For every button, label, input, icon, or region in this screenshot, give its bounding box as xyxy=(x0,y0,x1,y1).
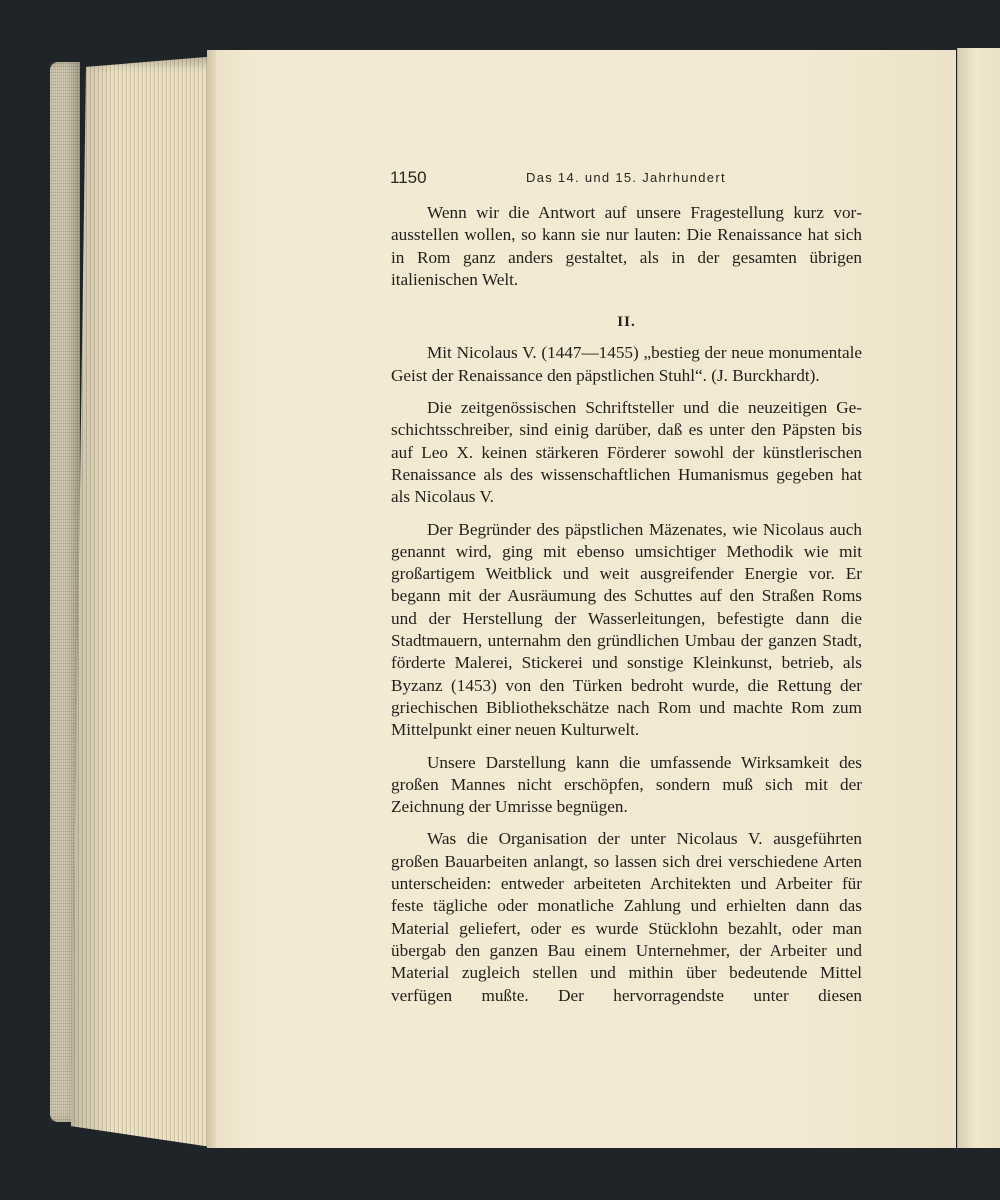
page-stack-edges xyxy=(68,56,218,1148)
paragraph: Mit Nicolaus V. (1447—1455) „bestieg der neue monumentale Geist der Renaissance den päpstlichen Stuhl“. (J. Burckhardt). xyxy=(391,343,862,385)
paragraph: Der Begründer des päpstlichen Mäzenates, wie Nicolaus auch genannt wird, ging mit ebenso umsichtiger Methodik wie mit großartigem Weitblick und weit ausgreifender Energie vor. Er begann mit der Ausräumung des Schuttes auf den Straßen Roms und der Herstellung der Wasserleitungen, befestigte dann die Stadtmauern, unternahm den gründlichen Umbau der ganzen Stadt, förderte Malerei, Stickerei und sonstige Kleinkunst, betrieb, als Byzanz (1453) von den Türken bedroht wurde, die Rettung der griechischen Bibliothekschätze nach Rom und machte Rom zum Mittelpunkt einer neuen Kulturwelt. xyxy=(391,519,862,740)
facing-page-edge xyxy=(957,48,1000,1148)
paragraph: Unsere Darstellung kann die umfassende Wirksamkeit des großen Mannes nicht erschöpfen, sondern muß sich mit der Zeichnung der Umrisse begnügen. xyxy=(391,752,862,817)
section-heading: II. xyxy=(617,314,636,331)
paragraph: Was die Organisation der unter Nicolaus V. ausgeführten großen Bauarbeiten anlangt, so lassen sich drei verschiedene Arten unterscheiden: entweder arbeiteten Architekten und Arbeiter für feste tägliche oder monatliche Zahlung und erhielten dann das Material geliefert, oder es wurde Stücklohn bezahlt, oder man übergab den ganzen Bau einem Unternehmer, der Arbeiter und Material zugleich stellen und mithin über bedeutende Mittel verfügen mußte. Der hervorragendste unter diesen xyxy=(391,829,862,1005)
paragraph: Die zeitgenössischen Schriftsteller und die neuzeitigen Geschichtsschreiber, sind einig darüber, daß es unter den Päpsten bis auf Leo X. keinen stärkeren Förderer sowohl der künstlerischen Renaissance als des wissenschaftlichen Humanismus gegeben hat als Nicolaus V. xyxy=(391,398,862,507)
paragraph: Wenn wir die Antwort auf unsere Fragestellung kurz vorausstellen wollen, so kann sie nur lauten: Die Renaissance hat sich in Rom ganz anders gestaltet, als in der gesamten übrigen italienischen Welt. xyxy=(391,203,862,289)
page-body xyxy=(391,202,862,1017)
page-number: 1150 xyxy=(390,168,427,187)
running-title: Das 14. und 15. Jahrhundert xyxy=(526,170,726,185)
